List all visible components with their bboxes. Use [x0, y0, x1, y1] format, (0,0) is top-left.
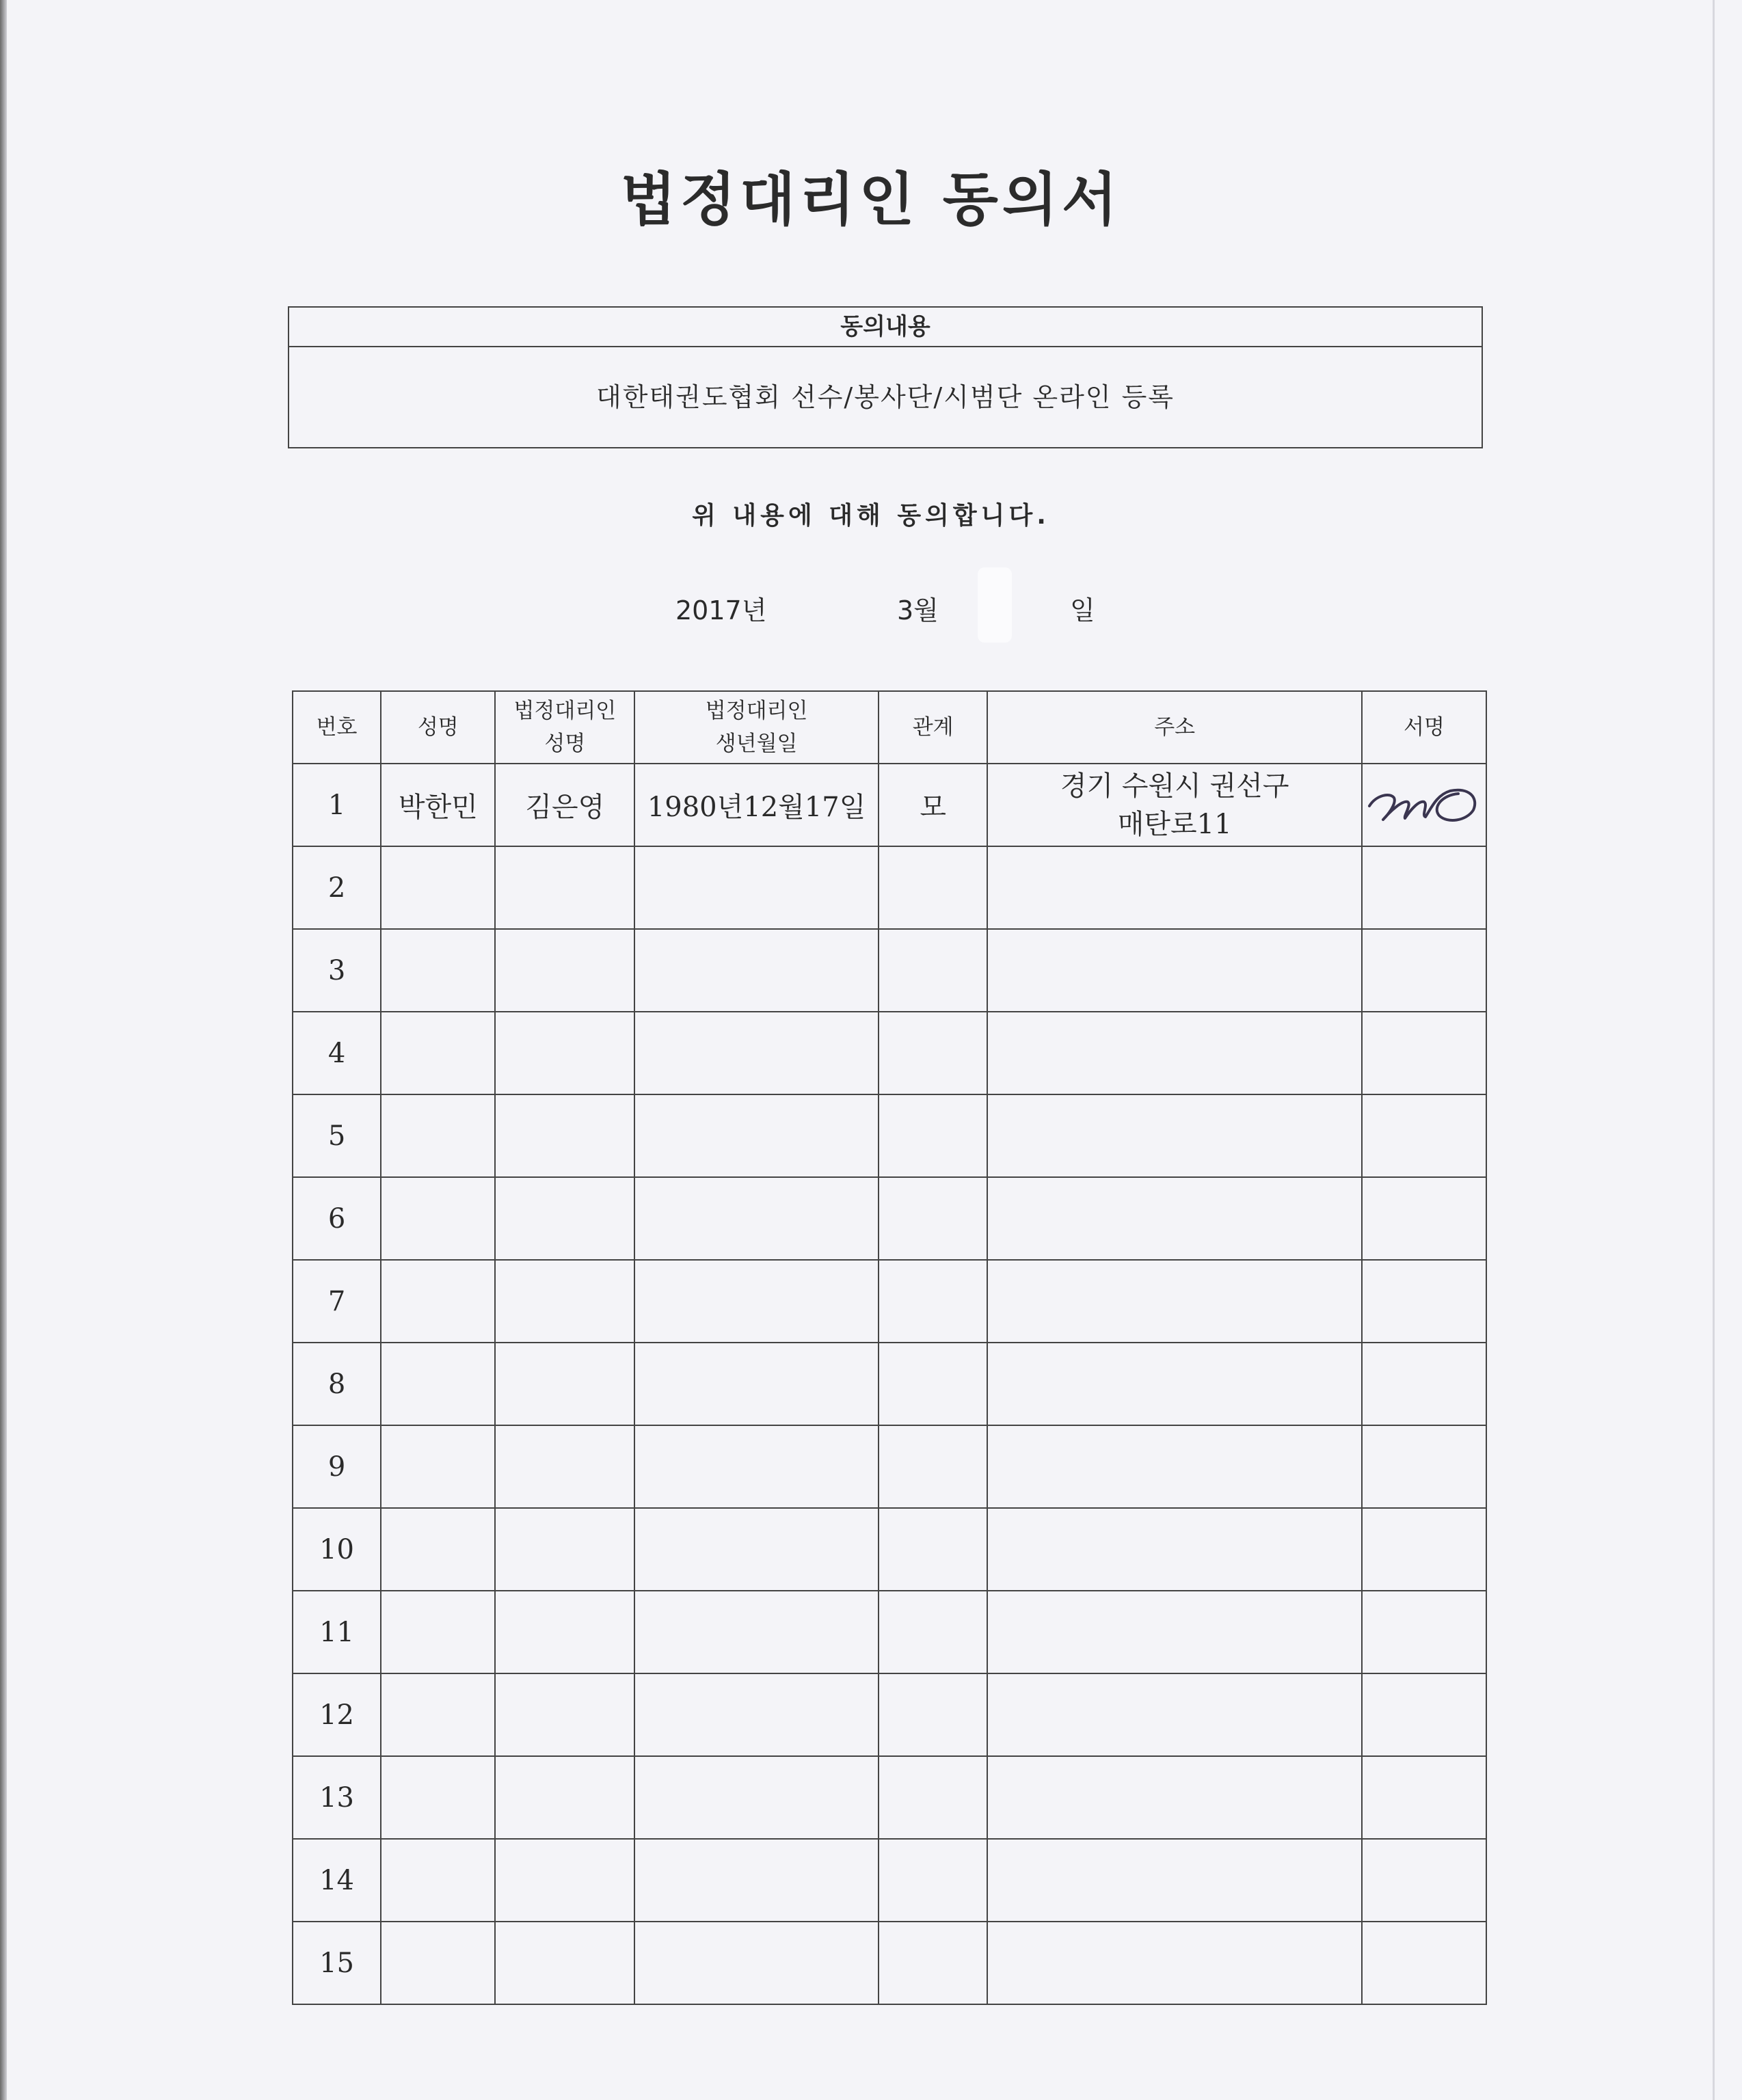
table-row: [293, 1922, 1486, 2004]
cell-guardian-birth: 1980년12월17일: [634, 764, 879, 846]
cell-no: 4: [293, 1012, 381, 1094]
cell-no: 3: [293, 929, 381, 1012]
table-row: [293, 929, 1486, 1012]
header-guardian-name: [495, 691, 634, 764]
cell-no: 12: [293, 1673, 381, 1756]
header-guardian-birth: [634, 691, 879, 764]
table-row: [293, 1839, 1486, 1922]
cell-relation: 모: [879, 764, 988, 846]
header-name: 성명: [381, 691, 495, 764]
table-row: [293, 1425, 1486, 1508]
cell-no: 15: [293, 1922, 381, 2004]
header-signature: 서명: [1362, 691, 1486, 764]
table-header-row: [293, 691, 1486, 764]
header-guardian-name-line1: 법정대리인: [513, 699, 617, 723]
header-guardian-birth-line1: 법정대리인: [705, 699, 808, 723]
cell-no: 14: [293, 1839, 381, 1922]
agreement-text: 위 내용에 대해 동의합니다.: [692, 502, 1050, 530]
cell-no: 2: [293, 846, 381, 929]
cell-address-line2: 매탄로11: [1117, 808, 1232, 840]
table-row: [293, 1260, 1486, 1343]
header-no: 번호: [293, 691, 381, 764]
document-title: 법정대리인 동의서: [620, 166, 1122, 233]
table-row: [293, 1673, 1486, 1756]
table-row: [293, 846, 1486, 929]
header-guardian-birth-line2: 생년월일: [715, 731, 798, 756]
cell-no: 5: [293, 1094, 381, 1177]
cell-address: [987, 764, 1362, 846]
cell-signature: [1362, 764, 1486, 846]
table-row: [293, 1177, 1486, 1260]
consent-header: 동의내용: [289, 308, 1482, 347]
cell-no: 7: [293, 1260, 381, 1343]
handwritten-signature: [1363, 775, 1486, 836]
cell-address-line1: 경기 수원시 권선구: [1060, 770, 1289, 802]
cell-no: 10: [293, 1508, 381, 1591]
scan-edge-left: [0, 0, 7, 2100]
cell-no: 1: [293, 764, 381, 846]
table-row: [293, 1508, 1486, 1591]
header-guardian-name-line2: 성명: [544, 731, 586, 756]
cell-name: 박한민: [381, 764, 495, 846]
date-day-label: 일: [1070, 595, 1095, 625]
cell-no: 9: [293, 1425, 381, 1508]
table-row: [293, 1094, 1486, 1177]
consent-box: [288, 306, 1483, 448]
table-row: [293, 1343, 1486, 1425]
cell-no: 8: [293, 1343, 381, 1425]
date-year: 2017년: [675, 595, 767, 625]
cell-guardian-name: 김은영: [495, 764, 634, 846]
guardian-table: [292, 690, 1487, 2005]
table-row: [293, 764, 1486, 846]
table-row: [293, 1756, 1486, 1839]
date-month: 3월: [897, 595, 939, 625]
header-address: 주소: [987, 691, 1362, 764]
table-row: [293, 1591, 1486, 1673]
cell-no: 6: [293, 1177, 381, 1260]
scan-edge-right: [1713, 0, 1715, 2100]
cell-no: 11: [293, 1591, 381, 1673]
header-relation: 관계: [879, 691, 988, 764]
table-row: [293, 1012, 1486, 1094]
date-day-blank: [978, 567, 1012, 643]
cell-no: 13: [293, 1756, 381, 1839]
consent-content: 대한태권도협회 선수/봉사단/시범단 온라인 등록: [595, 382, 1175, 412]
